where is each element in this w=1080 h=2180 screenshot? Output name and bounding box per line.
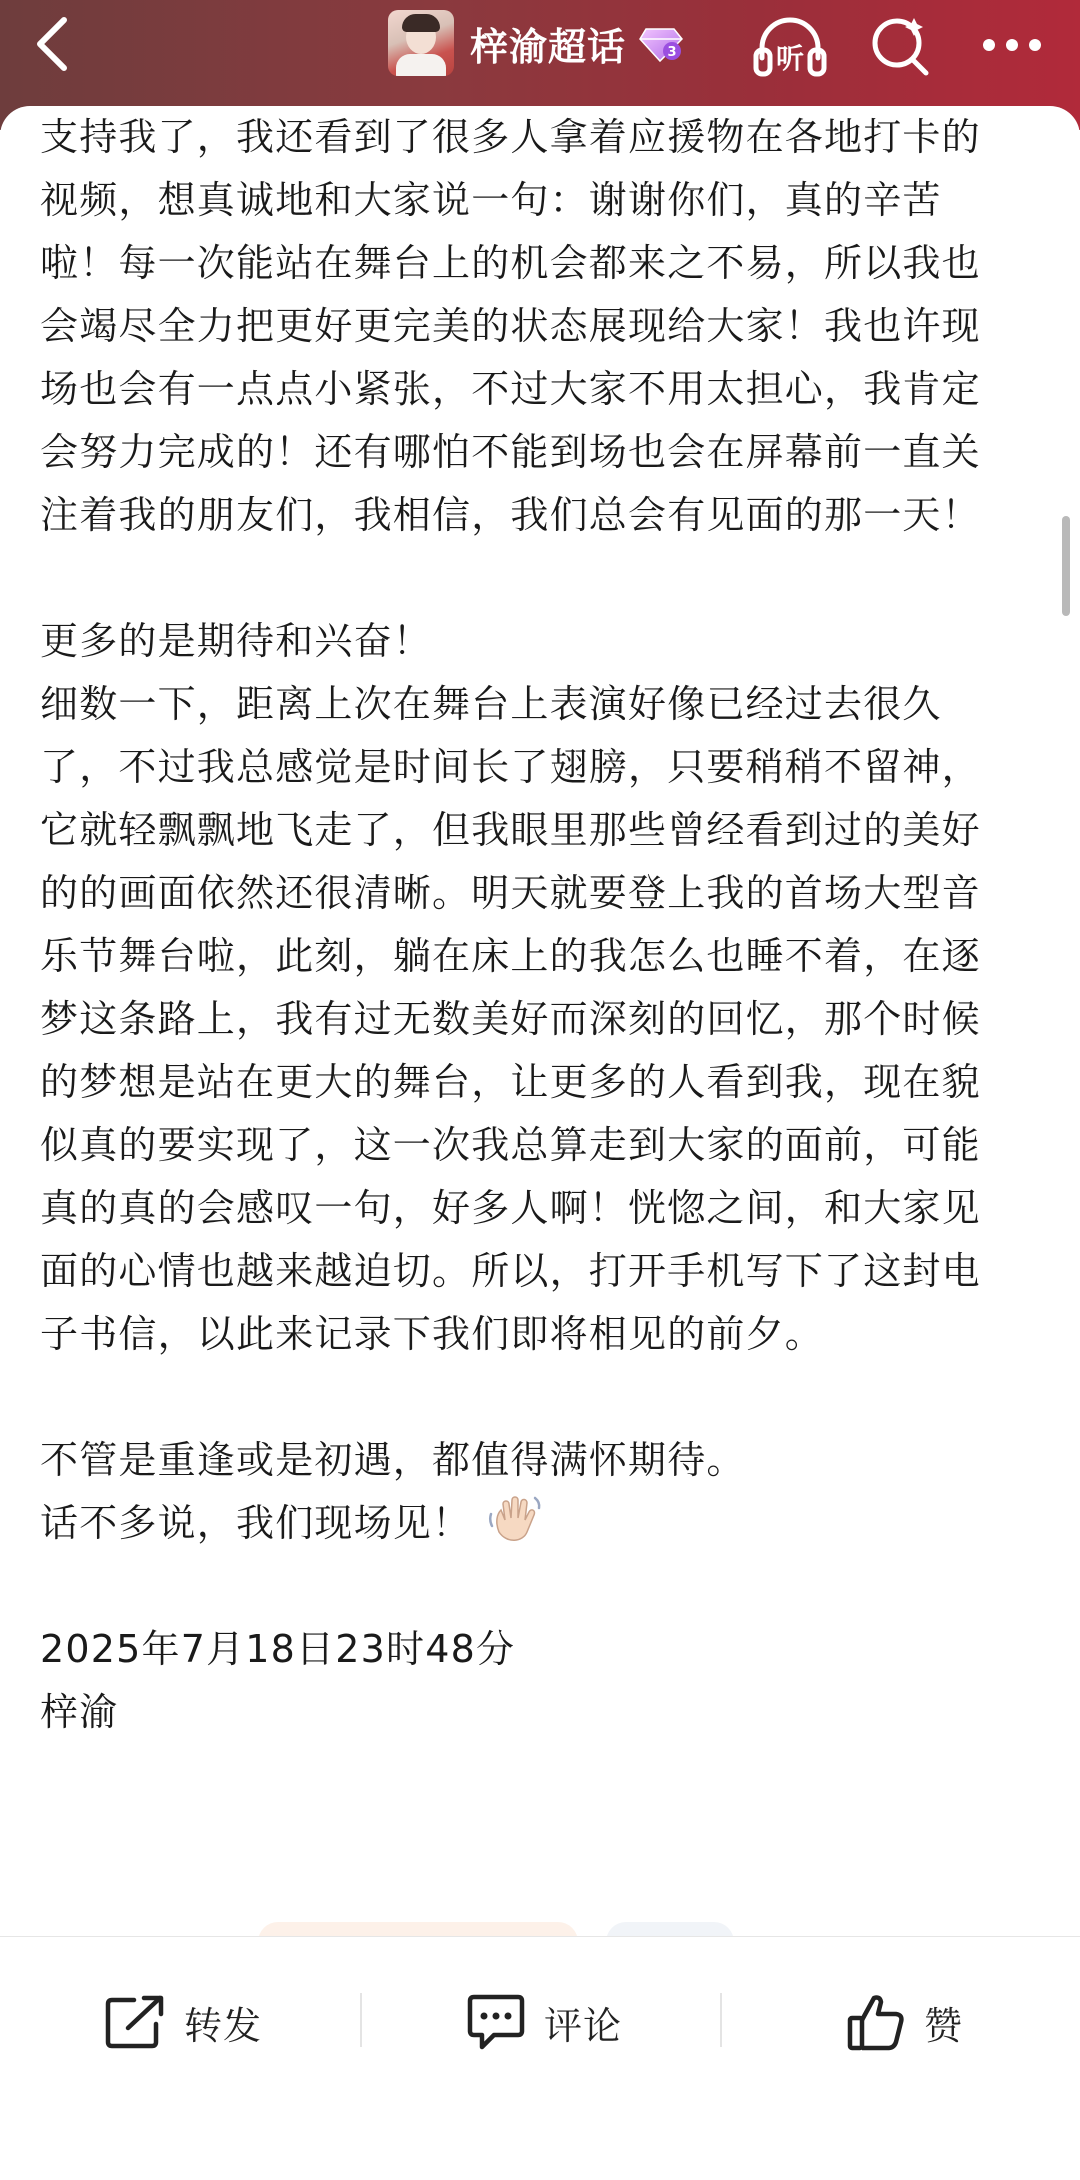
post-signature: 梓渝: [40, 1690, 119, 1734]
bottom-action-bar: [0, 1936, 1080, 2180]
search-button[interactable]: [868, 10, 934, 80]
like-button[interactable]: [846, 1987, 963, 2057]
topic-title[interactable]: 梓渝超话: [470, 24, 627, 69]
waving-hand-icon: [485, 1492, 543, 1550]
comment-bubble-icon: [466, 1993, 526, 2051]
repost-label: 转发: [184, 2003, 263, 2048]
repost-button[interactable]: [104, 1987, 262, 2057]
share-arrow-icon: [104, 1994, 166, 2050]
post-paragraph: 支持我了，我还看到了很多人拿着应援物在各地打卡的视频，想真诚地和大家说一句：谢谢你们，真的辛苦啦！每一次能站在舞台上的机会都来之不易，所以我也会竭尽全力把更好更完美的状态展现给大家！我也许现场也会有一点点小紧张，不过大家不用太担心，我肯定会努力完成的！还有哪怕不能到场也会在屏幕前一直关注着我的朋友们，我相信，我们总会有见面的那一天！: [40, 115, 981, 537]
comment-button[interactable]: [466, 1987, 622, 2057]
listen-button[interactable]: [752, 10, 828, 80]
post-paragraph: 不管是重逢或是初遇，都值得满怀期待。: [40, 1438, 746, 1482]
diamond-level-icon: [638, 23, 684, 63]
more-button[interactable]: [974, 18, 1050, 72]
topic-title-group[interactable]: [388, 8, 684, 78]
chevron-left-icon: [32, 16, 72, 72]
post-content-card: [0, 106, 1080, 1936]
post-paragraph-heading: 更多的是期待和兴奋！: [40, 619, 433, 663]
search-icon: [868, 10, 934, 80]
headphones-listen-icon: [752, 10, 828, 80]
post-paragraph-line: [40, 1492, 1000, 1555]
listen-label: 听: [775, 42, 805, 75]
scrollbar-thumb[interactable]: [1062, 516, 1070, 616]
action-divider: [360, 1993, 362, 2047]
thumbs-up-icon: [846, 1992, 906, 2052]
back-button[interactable]: [22, 14, 82, 74]
action-divider: [720, 1993, 722, 2047]
post-paragraph: 细数一下，距离上次在舞台上表演好像已经过去很久了，不过我总感觉是时间长了翅膀，只要稍稍不留神，它就轻飘飘地飞走了，但我眼里那些曾经看到过的美好的的画面依然还很清晰。明天就要登上我的首场大型音乐节舞台啦，此刻，躺在床上的我怎么也睡不着，在逐梦这条路上，我有过无数美好而深刻的回忆，那个时候的梦想是站在更大的舞台，让更多的人看到我，现在貌似真的要实现了，这一次我总算走到大家的面前，可能真的真的会感叹一句，好多人啊！恍惚之间，和大家见面的心情也越来越迫切。所以，打开手机写下了这封电子书信，以此来记录下我们即将相见的前夕。: [40, 682, 981, 1356]
closing-text: 话不多说，我们现场见！: [40, 1501, 472, 1545]
like-label: 赞: [924, 2003, 964, 2048]
comment-label: 评论: [544, 2003, 623, 2048]
post-body: [40, 106, 1000, 1744]
level-badge-number: 3: [667, 45, 677, 60]
more-dots-icon: [982, 38, 1042, 52]
topic-avatar[interactable]: [388, 10, 454, 76]
post-date: 2025年7月18日23时48分: [40, 1627, 516, 1671]
